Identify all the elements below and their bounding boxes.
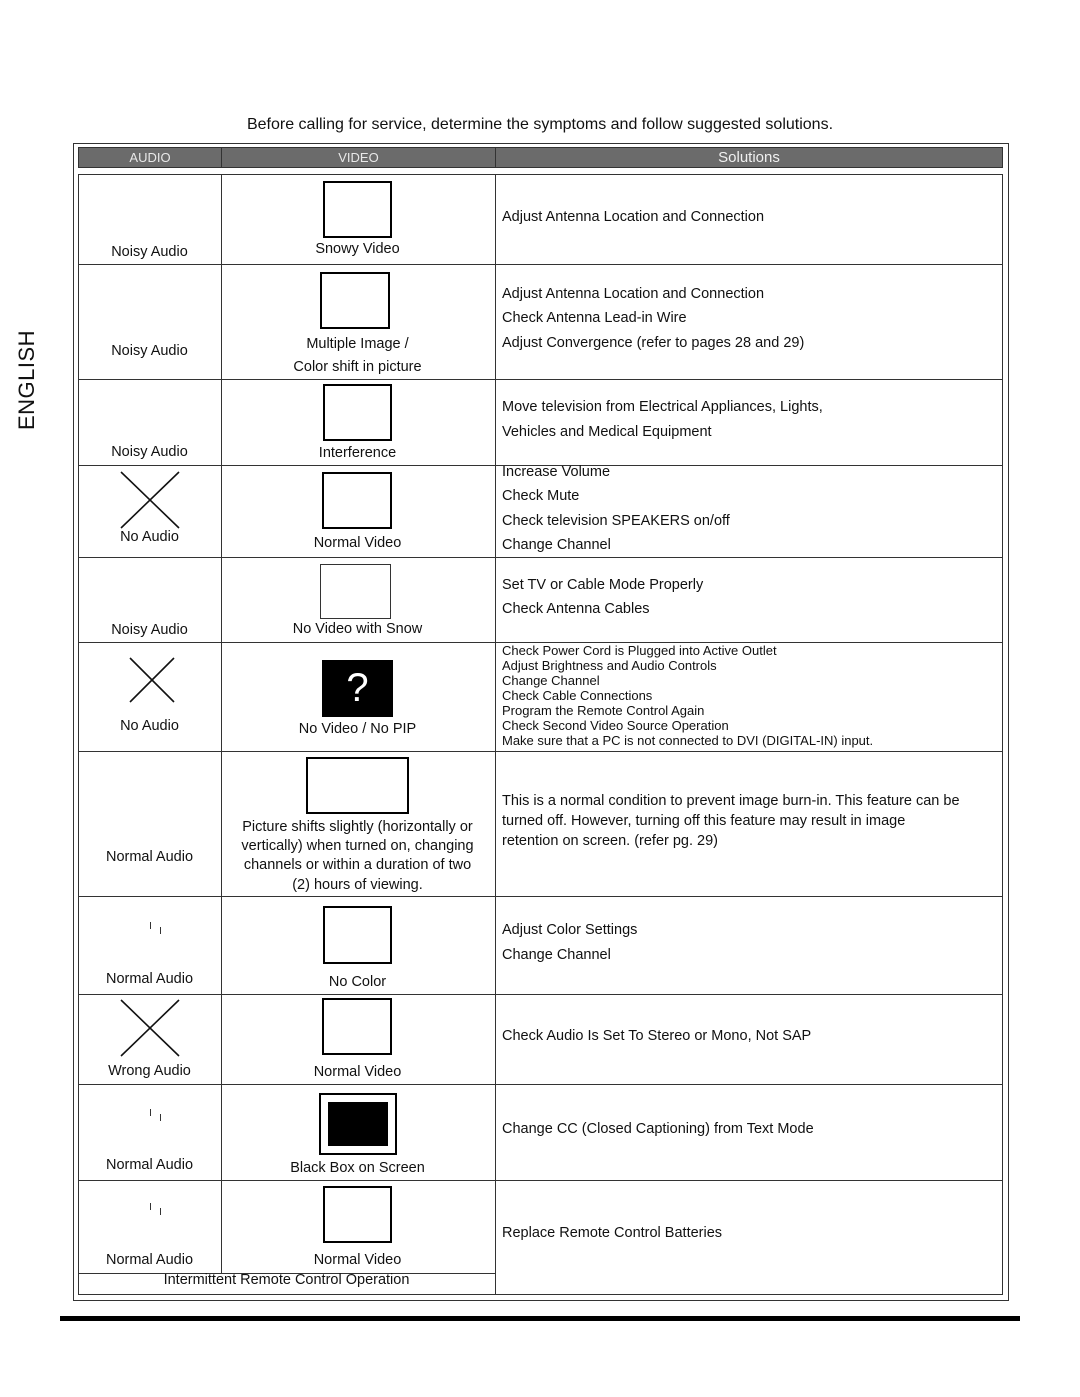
solution-item: Check Antenna Lead-in Wire — [502, 310, 687, 326]
header-video: VIDEO — [338, 150, 379, 165]
screen-icon — [323, 384, 392, 441]
video-label: Snowy Video — [315, 241, 400, 257]
solution-item: Adjust Antenna Location and Connection — [502, 286, 765, 302]
solution-item: Adjust Color Settings — [502, 922, 638, 938]
solution-item: Check Power Cord is Plugged into Active Outlet — [502, 643, 777, 658]
mute-x-icon — [119, 998, 181, 1058]
video-label: No Video with Snow — [292, 621, 423, 637]
solution-item: This is a normal condition to prevent image burn-in. This feature can be — [502, 793, 960, 809]
solution-item: turned off. However, turning off this feature may result in image — [502, 813, 906, 829]
screen-icon — [322, 472, 392, 529]
audio-label: Noisy Audio — [111, 343, 188, 359]
solution-item: Adjust Brightness and Audio Controls — [502, 658, 717, 673]
audio-label: Noisy Audio — [111, 444, 188, 460]
screen-icon — [323, 1186, 392, 1243]
solution-item: Change Channel — [502, 947, 611, 963]
solution-item: Check Antenna Cables — [502, 601, 650, 617]
audio-label: No Audio — [120, 718, 179, 734]
audio-label: Normal Audio — [105, 1252, 194, 1268]
audio-wave-icon — [150, 1203, 151, 1210]
solution-item: Program the Remote Control Again — [502, 703, 705, 718]
solution-item: Vehicles and Medical Equipment — [502, 424, 712, 440]
header-audio: AUDIO — [129, 150, 171, 165]
header-solutions: Solutions — [718, 149, 780, 166]
screen-icon — [320, 272, 390, 329]
video-label: Picture shifts slightly (horizontally or — [242, 819, 473, 835]
bottom-rule — [60, 1316, 1020, 1321]
video-label: Multiple Image / — [306, 336, 409, 352]
audio-label: Normal Audio — [105, 1157, 194, 1173]
solution-item: Replace Remote Control Batteries — [502, 1225, 723, 1241]
solution-item: Set TV or Cable Mode Properly — [502, 577, 704, 593]
solution-item: Check Second Video Source Operation — [502, 718, 729, 733]
screen-icon — [322, 998, 392, 1055]
video-label: No Color — [328, 974, 387, 990]
black-box-screen-icon — [319, 1093, 397, 1155]
solution-item: Make sure that a PC is not connected to DVI (DIGITAL-IN) input. — [502, 733, 874, 748]
audio-wave-icon — [160, 927, 161, 934]
audio-wave-icon — [150, 1109, 151, 1116]
video-label: Black Box on Screen — [290, 1160, 425, 1176]
video-label: Color shift in picture — [293, 359, 422, 375]
language-side-label: ENGLISH — [14, 329, 39, 431]
screen-icon — [323, 906, 392, 964]
screen-icon — [306, 757, 409, 814]
video-label: Interference — [318, 445, 397, 461]
solution-item: Check Mute — [502, 488, 580, 504]
solution-item: Check Audio Is Set To Stereo or Mono, Not SAP — [502, 1028, 812, 1044]
solution-item: retention on screen. (refer pg. 29) — [502, 833, 719, 849]
solution-item: Increase Volume — [502, 464, 611, 480]
audio-label: Normal Audio — [105, 971, 194, 987]
video-label: Normal Video — [313, 535, 402, 551]
audio-wave-icon — [160, 1114, 161, 1121]
audio-wave-icon — [160, 1208, 161, 1215]
audio-label: Noisy Audio — [111, 244, 188, 260]
audio-label: No Audio — [120, 529, 179, 545]
solution-item: Change Channel — [502, 673, 600, 688]
video-label: channels or within a duration of two — [243, 857, 472, 873]
row-footer-label: Intermittent Remote Control Operation — [163, 1272, 410, 1288]
table-header — [78, 147, 1003, 168]
video-label: No Video / No PIP — [298, 721, 417, 737]
solution-item: Check Cable Connections — [502, 688, 653, 703]
question-screen-icon: ? — [322, 660, 393, 717]
audio-wave-icon — [150, 922, 151, 929]
mute-x-icon — [128, 656, 176, 704]
solution-item: Change CC (Closed Captioning) from Text Mode — [502, 1121, 814, 1137]
solution-item: Check television SPEAKERS on/off — [502, 513, 730, 529]
solution-item: Adjust Antenna Location and Connection — [502, 209, 765, 225]
mute-x-icon — [119, 470, 181, 530]
intro-text: Before calling for service, determine the symptoms and follow suggested solutions. — [246, 116, 834, 133]
solution-item: Move television from Electrical Appliances, Lights, — [502, 399, 823, 415]
audio-label: Wrong Audio — [108, 1063, 191, 1079]
video-label: Normal Video — [313, 1064, 402, 1080]
screen-icon — [323, 181, 392, 238]
screen-icon — [320, 564, 391, 619]
video-label: vertically) when turned on, changing — [241, 838, 474, 854]
video-label: Normal Video — [313, 1252, 402, 1268]
audio-label: Normal Audio — [105, 849, 194, 865]
video-label: (2) hours of viewing. — [292, 877, 423, 893]
solution-item: Change Channel — [502, 537, 611, 553]
audio-label: Noisy Audio — [111, 622, 188, 638]
solution-item: Adjust Convergence (refer to pages 28 and 29) — [502, 335, 805, 351]
